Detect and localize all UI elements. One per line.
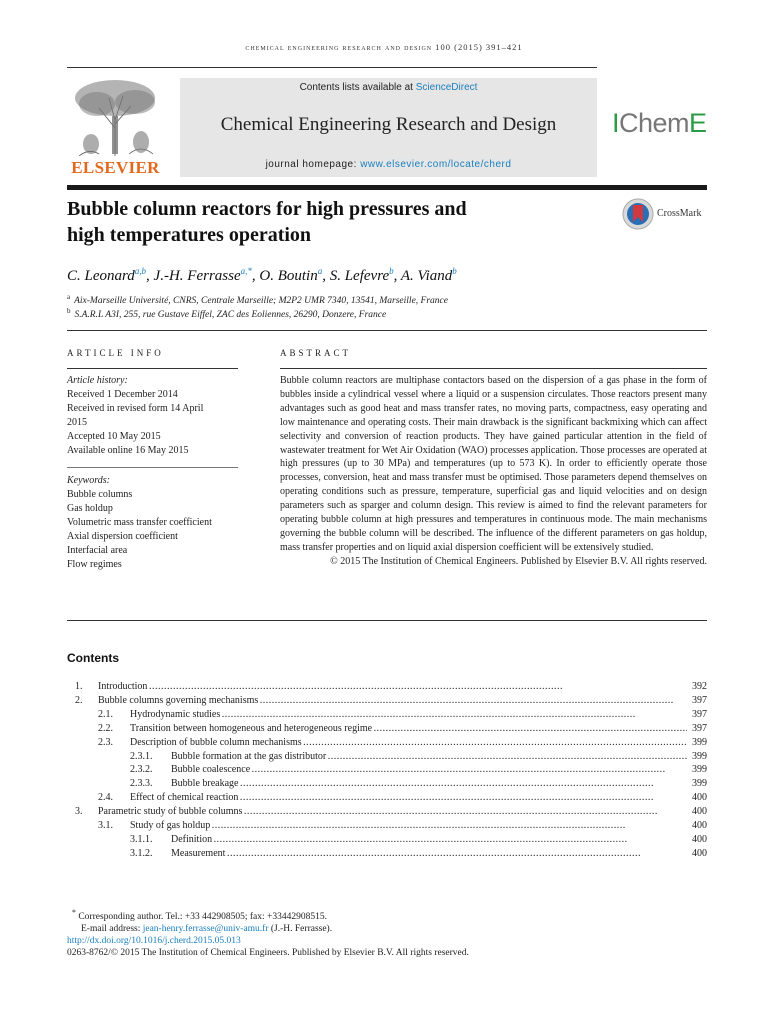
keyword: Bubble columns bbox=[67, 489, 133, 500]
history-item: Received in revised form 14 April bbox=[67, 403, 204, 414]
affiliation-rule bbox=[67, 330, 707, 331]
toc-number: 2. bbox=[75, 694, 83, 706]
abstract-body bbox=[280, 374, 707, 569]
toc-title[interactable]: Bubble columns governing mechanisms . . . bbox=[98, 694, 687, 708]
keywords-label: Keywords: bbox=[67, 475, 110, 486]
author: O. Boutin$^a$, bbox=[259, 266, 330, 284]
issn-copyright: 0263-8762/© 2015 The Institution of Chemical Engineers. Published by Elsevier B.V. All rights reserved. bbox=[67, 948, 469, 959]
toc-entry[interactable] bbox=[67, 791, 707, 805]
abstract-heading: ABSTRACT bbox=[280, 348, 352, 358]
author: J.-H. Ferrasse$^{a,*}$, bbox=[153, 266, 260, 284]
toc-number: 3. bbox=[75, 806, 83, 818]
toc-title[interactable]: Parametric study of bubble columns . . . bbox=[98, 805, 687, 819]
title-rule bbox=[67, 185, 707, 190]
toc-number: 2.4. bbox=[98, 792, 113, 804]
article-info-rule bbox=[67, 368, 238, 369]
contents-heading: Contents bbox=[67, 651, 119, 665]
toc-number: 2.3.3. bbox=[130, 778, 153, 790]
toc-entry[interactable] bbox=[67, 819, 707, 833]
abstract-text: Bubble column reactors are multiphase contactors based on the dispersion of a gas phase in the form of bubbles inside a cylindrical vessel where a liquid or a suspension circulates. Those reactors present many advantages such as good heat and mass transfer rates, no moving parts, compactness, easy operating and low maintenance and operating costs. Their main drawback is the significant backmixing which can affect selectivity and conversion of reaction products. They have gained particular attention in the field of wastewater treatment for Wet Air Oxidation (WAO) processes application. Those processes are operated at high pressures (up to 30 MPa) and temperatures (up to 573 K). In order to efficiently operate those processes, conversion, heat and mass transfer must be optimised. Those parameters depend themselves on operating conditions such as pressure, temperature, superficial gas and liquid velocities and on design parameters such as sparger and column design. This review is aimed to find the relevant parameters for operating bubble column at high pressures and temperatures in continuous mode. The main mechanisms governing the bubble column will be described. The influence of the different parameters on gas holdup, mass transfer properties and on liquid axial dispersion coefficient will be extensively studied. bbox=[280, 375, 707, 553]
journal-banner bbox=[180, 78, 597, 177]
toc-title[interactable]: Bubble coalescence . . . bbox=[171, 763, 687, 777]
toc-page-number: 400 bbox=[692, 847, 707, 859]
running-head: chemical engineering research and design 100 (2015) 391–421 bbox=[245, 42, 523, 52]
keyword: Interfacial area bbox=[67, 545, 128, 556]
affiliation-a: $^a$ Aix-Marseille Université, CNRS, Centrale Marseille; M2P2 UMR 7340, 13541, Marseille, France bbox=[67, 293, 448, 307]
homepage-prefix: journal homepage: bbox=[265, 159, 361, 170]
author: C. Leonard$^{a,b}$, bbox=[67, 266, 154, 284]
header-rule bbox=[67, 67, 597, 68]
toc-page-number: 399 bbox=[692, 750, 707, 762]
toc-title[interactable]: Measurement . . . bbox=[171, 847, 687, 861]
toc-page-number: 400 bbox=[692, 833, 707, 845]
icheme-chem: Chem bbox=[619, 108, 690, 138]
toc-page-number: 399 bbox=[692, 778, 707, 790]
toc-entry[interactable] bbox=[67, 805, 707, 819]
affiliation-b: $^b$ S.A.R.L A3I, 255, rue Gustave Eiffel, ZAC des Eoliennes, 26290, Donzere, France bbox=[67, 307, 387, 321]
icheme-logo[interactable] bbox=[612, 108, 707, 139]
toc-entry[interactable] bbox=[67, 847, 707, 861]
article-info-heading: ARTICLE INFO bbox=[67, 348, 164, 358]
toc-title[interactable]: Effect of chemical reaction . . . bbox=[130, 791, 687, 805]
email-link[interactable]: jean-henry.ferrasse@univ-amu.fr bbox=[142, 924, 269, 935]
history-item: Accepted 10 May 2015 bbox=[67, 431, 161, 442]
elsevier-tree-icon bbox=[69, 78, 161, 156]
toc-number: 2.3.2. bbox=[130, 764, 153, 776]
author-list bbox=[67, 266, 457, 285]
toc-number: 1. bbox=[75, 681, 83, 692]
contents-availability bbox=[180, 82, 597, 93]
elsevier-logo[interactable] bbox=[67, 78, 164, 178]
toc-title[interactable]: Study of gas holdup . . . bbox=[130, 819, 687, 833]
keyword: Volumetric mass transfer coefficient bbox=[67, 517, 212, 528]
toc-number: 2.1. bbox=[98, 708, 113, 720]
keyword: Flow regimes bbox=[67, 559, 122, 570]
elsevier-wordmark: ELSEVIER bbox=[71, 158, 160, 177]
article-history bbox=[67, 374, 238, 458]
journal-homepage bbox=[180, 159, 597, 170]
toc-number: 2.3. bbox=[98, 736, 113, 748]
journal-title[interactable]: Chemical Engineering Research and Design bbox=[220, 114, 557, 135]
toc-number: 2.2. bbox=[98, 722, 113, 734]
sciencedirect-link[interactable]: ScienceDirect bbox=[415, 82, 478, 93]
toc-entry[interactable] bbox=[67, 763, 707, 777]
homepage-link[interactable]: www.elsevier.com/locate/cherd bbox=[360, 159, 512, 170]
toc-entry[interactable] bbox=[67, 777, 707, 791]
icheme-i: I bbox=[612, 108, 620, 138]
toc-title[interactable]: Hydrodynamic studies . . . bbox=[130, 708, 687, 722]
author: A. Viand$^b$ bbox=[400, 266, 457, 284]
history-item: 2015 bbox=[67, 417, 87, 428]
article-title bbox=[67, 196, 597, 248]
crossmark-label: CrossMark bbox=[657, 208, 702, 219]
title-line-1: Bubble column reactors for high pressures and bbox=[67, 198, 467, 220]
toc-page-number: 397 bbox=[692, 722, 707, 734]
toc-page-number: 399 bbox=[692, 764, 707, 776]
icheme-e: E bbox=[689, 108, 707, 138]
email-note: E-mail address: jean-henry.ferrasse@univ-amu.fr (J.-H. Ferrasse). bbox=[81, 924, 333, 935]
toc-entry[interactable] bbox=[67, 680, 707, 694]
toc-title[interactable]: Introduction . . . bbox=[98, 680, 687, 694]
keyword: Gas holdup bbox=[67, 503, 113, 514]
toc-entry[interactable] bbox=[67, 694, 707, 708]
contents-prefix: Contents lists available at bbox=[299, 82, 416, 93]
corresponding-author-note: * Corresponding author. Tel.: +33 442908505; fax: +33442908515. bbox=[72, 908, 328, 923]
keyword: Axial dispersion coefficient bbox=[67, 531, 178, 542]
toc-page-number: 400 bbox=[692, 792, 707, 804]
crossmark-badge[interactable] bbox=[622, 198, 712, 232]
toc-entry[interactable] bbox=[67, 833, 707, 847]
crossmark-icon bbox=[622, 198, 654, 230]
toc-number: 3.1.2. bbox=[130, 847, 153, 859]
toc-number: 3.1. bbox=[98, 820, 113, 831]
author: S. Lefevre$^b$, bbox=[329, 266, 401, 284]
abstract-copyright: © 2015 The Institution of Chemical Engineers. Published by Elsevier B.V. All rights reserved. bbox=[330, 555, 707, 567]
toc-number: 2.3.1. bbox=[130, 750, 153, 762]
toc-page-number: 400 bbox=[692, 820, 707, 831]
toc-page-number: 400 bbox=[692, 806, 707, 818]
history-item: Available online 16 May 2015 bbox=[67, 445, 189, 456]
toc-page-number: 399 bbox=[692, 736, 707, 748]
toc-title[interactable]: Transition between homogeneous and heterogeneous regime . . . bbox=[130, 722, 687, 736]
toc-title[interactable]: Bubble formation at the gas distributor . . . bbox=[171, 750, 687, 764]
doi-link[interactable]: http://dx.doi.org/10.1016/j.cherd.2015.05.013 bbox=[67, 936, 241, 947]
toc-number: 3.1.1. bbox=[130, 833, 153, 845]
toc-page-number: 397 bbox=[692, 694, 707, 706]
abstract-end-rule bbox=[67, 620, 707, 621]
title-line-2: high temperatures operation bbox=[67, 224, 312, 246]
toc-entry[interactable] bbox=[67, 708, 707, 722]
toc-entry[interactable] bbox=[67, 736, 707, 750]
keywords bbox=[67, 474, 238, 572]
history-item: Received 1 December 2014 bbox=[67, 389, 178, 400]
abstract-rule bbox=[280, 368, 707, 369]
toc-title[interactable]: Description of bubble column mechanisms . . . bbox=[130, 736, 687, 750]
toc-page-number: 392 bbox=[692, 681, 707, 692]
footnotes bbox=[67, 907, 469, 959]
toc-page-number: 397 bbox=[692, 708, 707, 720]
keywords-rule bbox=[67, 467, 238, 468]
toc-entry[interactable] bbox=[67, 750, 707, 764]
history-label: Article history: bbox=[67, 375, 128, 386]
toc-title[interactable]: Definition . . . bbox=[171, 833, 687, 847]
toc-entry[interactable] bbox=[67, 722, 707, 736]
toc-title[interactable]: Bubble breakage . . . bbox=[171, 777, 687, 791]
